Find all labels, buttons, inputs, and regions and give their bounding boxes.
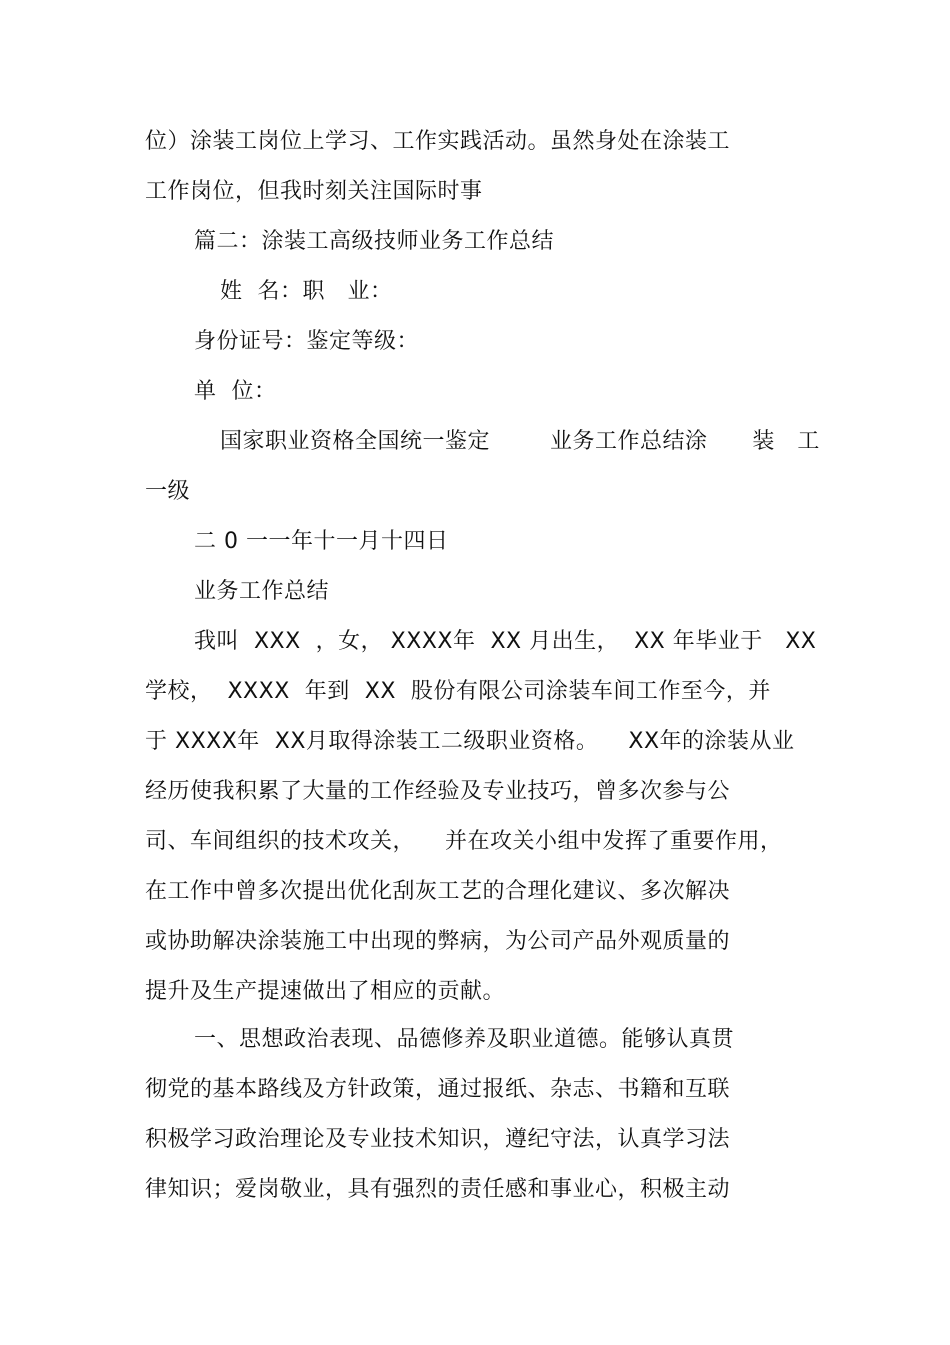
paragraph-line: 或协助解决涂装施工中出现的弊病，为公司产品外观质量的	[145, 929, 731, 954]
paragraph-line: 积极学习政治理论及专业技术知识，遵纪守法，认真学习法	[145, 1127, 731, 1152]
paragraph-line: 我叫 XXX ，女， XXXX年 XX 月出生， XX 年毕业于 XX	[194, 629, 817, 654]
text-line-1: 位）涂装工岗位上学习、工作实践活动。虽然身处在涂装工	[145, 129, 731, 154]
paragraph-line: 彻党的基本路线及方针政策，通过报纸、杂志、书籍和互联	[145, 1077, 731, 1102]
date-line: 二 0 一一年十一月十四日	[194, 529, 449, 554]
title-line: 国家职业资格全国统一鉴定 业务工作总结涂 装 工	[220, 429, 820, 454]
paragraph-line: 于 XXXX年 XX月取得涂装工二级职业资格。 XX年的涂装从业	[145, 729, 795, 754]
title-line-continued: 一级	[145, 479, 191, 504]
form-field-unit: 单 位：	[194, 379, 277, 404]
form-field-id-level: 身份证号：鉴定等级：	[194, 329, 420, 354]
paragraph-line: 学校， XXXX 年到 XX 股份有限公司涂装车间工作至今，并	[145, 679, 771, 704]
paragraph-line: 在工作中曾多次提出优化刮灰工艺的合理化建议、多次解决	[145, 879, 731, 904]
section-heading: 篇二：涂装工高级技师业务工作总结	[194, 229, 555, 254]
paragraph-line: 司、车间组织的技术攻关， 并在攻关小组中发挥了重要作用，	[145, 829, 783, 854]
paragraph-line: 律知识；爱岗敬业，具有强烈的责任感和事业心，积极主动	[145, 1177, 731, 1202]
form-field-name-occupation: 姓 名：职 业：	[220, 279, 393, 304]
paragraph-line: 提升及生产提速做出了相应的贡献。	[145, 979, 506, 1004]
text-line-2: 工作岗位，但我时刻关注国际时事	[145, 179, 483, 204]
subheading: 业务工作总结	[194, 579, 330, 604]
paragraph-line: 经历使我积累了大量的工作经验及专业技巧，曾多次参与公	[145, 779, 731, 804]
paragraph-line: 一、思想政治表现、品德修养及职业道德。能够认真贯	[194, 1027, 735, 1052]
